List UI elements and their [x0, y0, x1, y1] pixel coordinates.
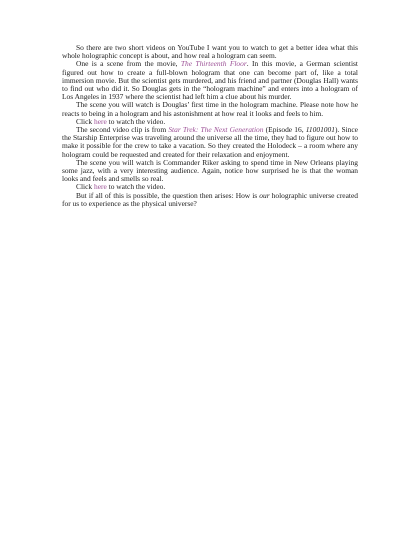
paragraph-text: But if all of this is possible, the question then arises: How is: [76, 190, 260, 200]
paragraph-star-trek: [62, 126, 358, 159]
paragraph-text: (Episode 16,: [263, 125, 306, 135]
paragraph-thirteenth-floor: [62, 60, 358, 101]
paragraph-intro-text: So there are two short videos on YouTube I want you to watch to get a better idea what this whole holographic concept is about, and how real a hologram can seem.: [62, 43, 358, 61]
second-video-link[interactable]: here: [93, 182, 107, 192]
episode-title: 11001001: [305, 125, 335, 135]
paragraph-text: to watch the video.: [106, 116, 166, 126]
paragraph-text: . In this movie, a German scientist figured out how to create a full-blown hologram that one can become part of, like a total immersion movie. But the scientist gets murdered, and his friend and partner (Douglas Hall) wants to find out who did it. So Douglas gets in the “hologram machine” and enters into a hologram of Los Angeles in 1937 where the scientist had left him a clue about his murder.: [62, 59, 358, 102]
paragraph-conclusion: [62, 192, 358, 208]
paragraph-douglas-scene: [62, 101, 358, 117]
paragraph-text: ). Since the Starship Enterprise was traveling around the universe all the time, they had to figure out how to make it possible for the crew to take a vacation. So they created the Holodeck – a room where any hologram could be requested and created for their relaxation and enjoyment.: [62, 125, 358, 159]
paragraph-text: holographic universe created for us to experience as the physical universe?: [62, 190, 358, 208]
first-video-link[interactable]: here: [93, 116, 107, 126]
series-title-link[interactable]: Star Trek: The Next Generation: [168, 125, 264, 135]
paragraph-text: The scene you will watch is Commander Riker asking to spend time in New Orleans playing some jazz, with a very interesting audience. Again, notice how surprised he is that the woman looks and feels and smells so real.: [62, 157, 358, 184]
emphasis-our: our: [259, 190, 270, 200]
movie-title-link[interactable]: The Thirteenth Floor: [180, 59, 247, 69]
paragraph-text: One is a scene from the movie,: [76, 59, 181, 69]
paragraph-intro: [62, 44, 358, 60]
paragraph-text: The scene you will watch is Douglas’ first time in the hologram machine. Please note how he reacts to being in a hologram and his astonishment at how real it looks and feels to him.: [62, 100, 358, 118]
paragraph-riker-scene: [62, 159, 358, 184]
paragraph-text: to watch the video.: [106, 182, 166, 192]
paragraph-text: The second video clip is from: [76, 125, 169, 135]
paragraph-text: Click: [76, 116, 94, 126]
paragraph-text: Click: [76, 182, 94, 192]
